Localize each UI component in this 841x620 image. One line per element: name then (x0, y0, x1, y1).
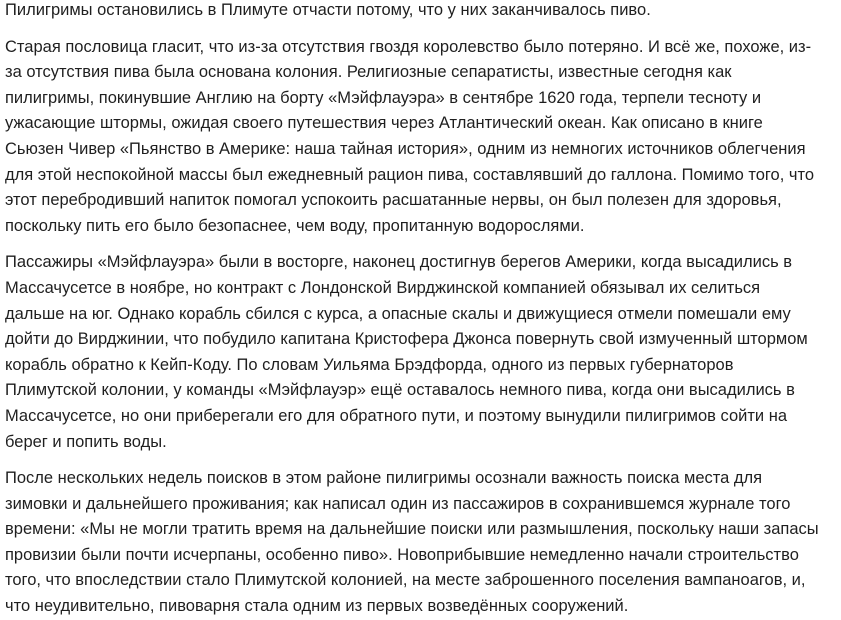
paragraph-voyage (5, 35, 835, 240)
text-line: корабль обратно к Кейп-Коду. По словам Уильяма Брэдфорда, одного из первых губернаторов (5, 355, 734, 374)
text-line: за отсутствия пива была основана колония. Религиозные сепаратисты, известные сегодня как (5, 63, 732, 82)
text-line: провизии были почти исчерпаны, особенно пиво». Новоприбывшие немедленно начали строительство (5, 545, 799, 564)
text-line: поскольку пить его было безопаснее, чем воду, пропитанную водорослями. (5, 216, 585, 235)
text-line: Массачусетсе, но они приберегали его для обратного пути, и поэтому вынудили пилигримов сойти на (5, 406, 787, 425)
text-line: берег и попить воды. (5, 432, 167, 451)
text-line: После нескольких недель поисков в этом районе пилигримы осознали важность поиска места для (5, 469, 763, 488)
paragraph-settlement (5, 466, 835, 620)
text-line: пилигримы, покинувшие Англию на борту «Мэйфлауэра» в сентябре 1620 года, терпели тесноту и (5, 88, 762, 107)
text-line: Старая пословица гласит, что из-за отсутствия гвоздя королевство было потеряно. И всё же, похоже, из- (5, 37, 812, 56)
text-line: что неудивительно, пивоварня стала одним из первых возведённых сооружений. (5, 597, 629, 616)
text-line: дальше на юг. Однако корабль сбился с курса, а опасные скалы и движущиеся отмели помешали ему (5, 304, 791, 323)
text-line: Сьюзен Чивер «Пьянство в Америке: наша тайная история», одним из немногих источников облегчения (5, 139, 806, 158)
text-line: того, что впоследствии стало Плимутской колонией, на месте заброшенного поселения вампаноагов, и, (5, 571, 806, 590)
text-line: дойти до Вирджинии, что побудило капитана Кристофера Джонса повернуть свой измученный штормом (5, 330, 808, 349)
text-line: этот перебродивший напиток помогал успокоить расшатанные нервы, он был полезен для здоровья, (5, 191, 782, 210)
paragraph-intro (5, 0, 835, 24)
text-line: ужасающие штормы, ожидая своего путешествия через Атлантический океан. Как описано в книге (5, 114, 763, 133)
text-line: времени: «Мы не могли тратить время на дальнейшие поиски или размышления, поскольку наши запасы (5, 520, 819, 539)
text-line: Пассажиры «Мэйфлауэра» были в восторге, наконец достигнув берегов Америки, когда высадились в (5, 253, 793, 272)
paragraph-arrival (5, 250, 835, 455)
text-line: Массачусетсе в ноябре, но контракт с Лондонской Вирджинской компанией обязывал их селиться (5, 278, 761, 297)
text-line: для этой неспокойной массы был ежедневный рацион пива, составлявший до галлона. Помимо того, что (5, 165, 815, 184)
text-line: Плимутской колонии, у команды «Мэйфлауэр» ещё оставалось немного пива, когда они высадились в (5, 381, 795, 400)
text-line: Пилигримы остановились в Плимуте отчасти потому, что у них заканчивалось пиво. (5, 1, 651, 19)
text-line: зимовки и дальнейшего проживания; как написал один из пассажиров в сохранившемся журнале того (5, 494, 791, 513)
